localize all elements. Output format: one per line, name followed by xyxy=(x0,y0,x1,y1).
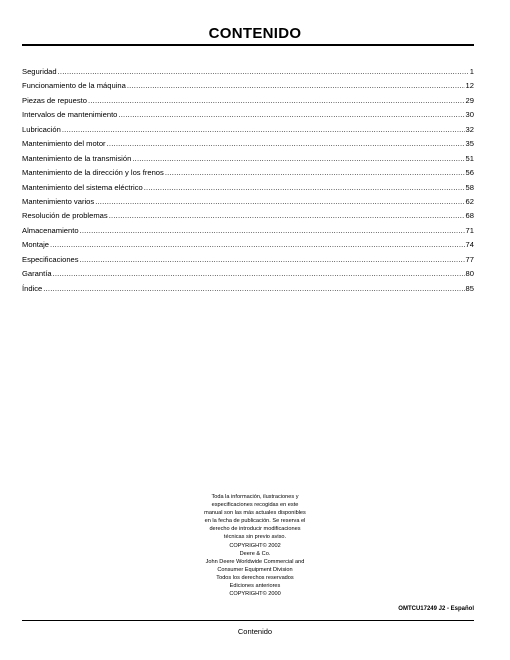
toc-entry-label: Seguridad xyxy=(22,67,57,76)
toc-entry-page: 74 xyxy=(465,240,474,250)
toc-entry-label: Mantenimiento del motor xyxy=(22,139,106,149)
copyright-line: COPYRIGHT© 2002 xyxy=(229,542,281,549)
toc-entry-label: Especificaciones xyxy=(22,254,79,264)
toc-entry-label: Lubricación xyxy=(22,124,61,134)
toc-entry xyxy=(22,267,474,281)
copyright-line: Consumer Equipment Division xyxy=(217,566,293,573)
toc-entry-page: 71 xyxy=(465,225,474,235)
copyright-line: Todos los derechos reservados xyxy=(216,574,294,581)
toc-entry xyxy=(22,137,474,151)
toc-entry xyxy=(22,224,474,238)
toc-entry-page: 51 xyxy=(465,153,474,163)
toc-entry xyxy=(22,79,474,93)
toc-entry xyxy=(22,65,474,79)
copyright-notice xyxy=(155,493,355,598)
toc-leader-dots xyxy=(132,152,464,166)
toc-leader-dots xyxy=(53,267,465,281)
toc-entry-page: 62 xyxy=(465,196,474,206)
toc-entry-page: 35 xyxy=(465,139,474,149)
copyright-line: COPYRIGHT© 2000 xyxy=(229,591,281,598)
toc-leader-dots xyxy=(62,123,465,137)
toc-entry-page: 12 xyxy=(465,81,474,91)
toc-entry xyxy=(22,152,474,166)
toc-leader-dots xyxy=(88,94,465,108)
copyright-line: Ediciones anteriores xyxy=(229,583,281,590)
toc-leader-dots xyxy=(58,65,469,79)
toc-entry-page: 32 xyxy=(465,124,474,134)
toc-entry-page: 56 xyxy=(465,168,474,178)
toc-entry-page: 80 xyxy=(465,269,474,279)
footer-label: Contenido xyxy=(237,627,273,636)
copyright-line: en la fecha de publicación. Se reserva el xyxy=(204,518,306,525)
toc-entry-label: Funcionamiento de la máquina xyxy=(22,81,126,91)
toc-entry xyxy=(22,123,474,137)
toc-entry-label: Índice xyxy=(22,283,43,293)
toc-entry-page: 1 xyxy=(469,67,474,76)
toc-entry xyxy=(22,282,474,296)
toc-entry-page: 77 xyxy=(465,254,474,264)
page-title: CONTENIDO xyxy=(208,25,302,42)
copyright-line: manual son las más actuales disponibles xyxy=(204,510,306,517)
toc-entry-page: 68 xyxy=(465,211,474,221)
toc-leader-dots xyxy=(107,137,465,151)
copyright-line: técnicas sin previo aviso. xyxy=(223,534,287,541)
toc-entry xyxy=(22,195,474,209)
toc-entry-label: Resolución de problemas xyxy=(22,211,108,221)
toc-leader-dots xyxy=(109,209,465,223)
toc-leader-dots xyxy=(80,224,465,238)
toc-entry xyxy=(22,181,474,195)
toc-entry xyxy=(22,238,474,252)
copyright-line: Deere & Co. xyxy=(239,550,271,557)
table-of-contents xyxy=(22,65,474,296)
toc-leader-dots xyxy=(144,181,465,195)
toc-entry-label: Mantenimiento del sistema eléctrico xyxy=(22,182,143,192)
copyright-line: Toda la información, ilustraciones y xyxy=(211,494,299,500)
document-code: OMTCU17249 J2 - Español xyxy=(398,606,474,612)
toc-leader-dots xyxy=(127,79,465,93)
toc-entry xyxy=(22,209,474,223)
footer-divider xyxy=(22,620,474,621)
toc-leader-dots xyxy=(118,108,464,122)
toc-entry-page: 58 xyxy=(465,182,474,192)
toc-entry-label: Mantenimiento varios xyxy=(22,196,95,206)
toc-entry-label: Intervalos de mantenimiento xyxy=(22,110,118,120)
toc-leader-dots xyxy=(50,238,465,252)
toc-entry-page: 29 xyxy=(465,95,474,105)
toc-entry-label: Piezas de repuesto xyxy=(22,95,88,105)
copyright-line: derecho de introducir modificaciones xyxy=(209,526,301,533)
toc-leader-dots xyxy=(165,166,465,180)
title-divider xyxy=(22,44,474,46)
toc-entry xyxy=(22,253,474,267)
toc-entry-label: Mantenimiento de la transmisión xyxy=(22,153,132,163)
toc-entry xyxy=(22,108,474,122)
toc-entry-label: Montaje xyxy=(22,240,50,250)
toc-entry-page: 85 xyxy=(465,283,474,293)
toc-entry xyxy=(22,166,474,180)
toc-entry-page: 30 xyxy=(465,110,474,120)
toc-entry-label: Garantía xyxy=(22,269,52,279)
toc-entry-label: Almacenamiento xyxy=(22,225,79,235)
toc-leader-dots xyxy=(95,195,464,209)
toc-leader-dots xyxy=(80,253,465,267)
toc-entry-label: Mantenimiento de la dirección y los frenos xyxy=(22,168,164,178)
toc-entry xyxy=(22,94,474,108)
toc-leader-dots xyxy=(43,282,464,296)
copyright-line: John Deere Worldwide Commercial and xyxy=(205,558,305,565)
copyright-line: especificaciones recogidas en este xyxy=(211,502,299,509)
